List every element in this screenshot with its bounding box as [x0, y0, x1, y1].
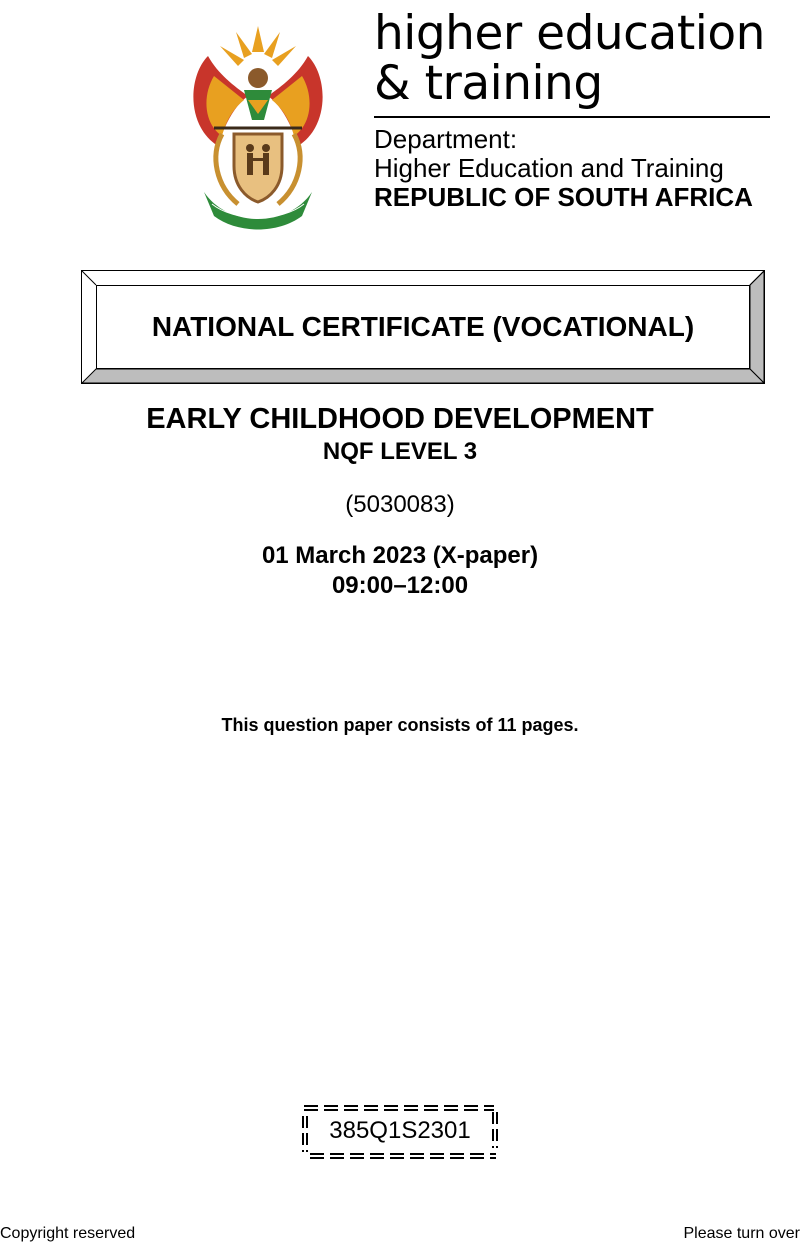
department-name: Higher Education and Training	[374, 153, 724, 183]
brand-line-1: higher education	[374, 6, 765, 61]
brand-line-2: & training	[374, 56, 603, 111]
qualification-title: NATIONAL CERTIFICATE (VOCATIONAL)	[151, 311, 695, 342]
exam-time: 09:00–12:00	[331, 572, 469, 599]
exam-date: 01 March 2023 (X-paper)	[261, 542, 539, 569]
brand-divider	[374, 116, 770, 118]
subject-code: (5030083)	[345, 491, 455, 518]
nqf-level: NQF LEVEL 3	[322, 438, 478, 465]
country-name: REPUBLIC OF SOUTH AFRICA	[374, 182, 753, 212]
footer-copyright: Copyright reserved	[0, 1225, 136, 1242]
page-count-note: This question paper consists of 11 pages.	[221, 715, 579, 735]
footer-turn-over: Please turn over	[683, 1225, 800, 1242]
paper-code: 385Q1S2301	[329, 1117, 471, 1144]
coat-of-arms-icon	[178, 16, 338, 230]
subject-title: EARLY CHILDHOOD DEVELOPMENT	[146, 403, 654, 435]
department-label: Department:	[374, 124, 518, 154]
